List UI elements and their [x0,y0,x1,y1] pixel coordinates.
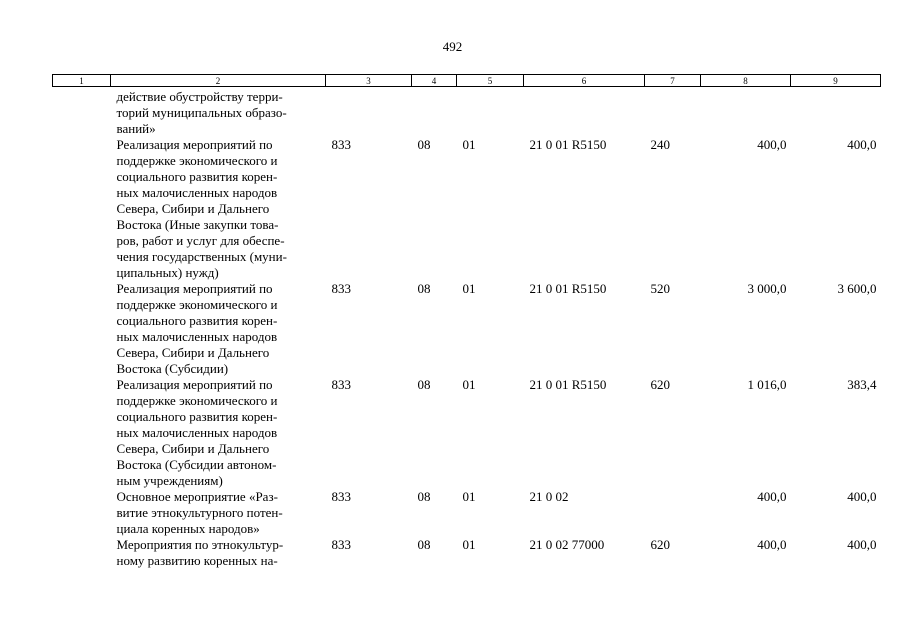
description-line: Востока (Иные закупки това- [116,217,279,232]
cell-index [53,281,111,377]
description-line: ных малочисленных народов [116,185,278,200]
cell-index [53,377,111,489]
cell-gr: 833 [331,137,351,152]
cell-csr: 21 0 01 R5150 [529,281,607,296]
cell-gr: 833 [331,281,351,296]
cell-csr: 21 0 01 R5150 [529,137,607,152]
cell-vr [645,87,701,138]
table-body [53,87,881,570]
description-line: Реализация мероприятий по [116,281,273,296]
cell-sum-2: 400,0 [847,537,877,552]
cell-gr: 833 [331,537,351,552]
cell-sum-1: 400,0 [757,489,787,504]
description-line: ров, работ и услуг для обеспе- [116,233,285,248]
description-line: социального развития корен- [116,169,278,184]
cell-gr [326,87,412,138]
description-line: ным учреждениям) [116,473,223,488]
description-line: поддержке экономического и [116,297,278,312]
cell-description [111,281,326,377]
page-number: 492 [442,39,463,54]
cell-rz: 08 [417,377,431,392]
description-line: Востока (Субсидии автоном- [116,457,277,472]
column-header-6: 6 [524,75,645,87]
cell-gr: 833 [331,489,351,504]
cell-csr: 21 0 02 77000 [529,537,605,552]
cell-csr: 21 0 02 [529,489,569,504]
cell-sum-1 [701,87,791,138]
description-line: ных малочисленных народов [116,329,278,344]
description-line: торий муниципальных образо- [116,105,287,120]
cell-index [53,87,111,138]
description-line: социального развития корен- [116,409,278,424]
cell-sum-2: 3 600,0 [837,281,877,296]
cell-pr [457,87,524,138]
table-row [53,537,881,569]
cell-pr: 01 [462,137,476,152]
cell-description [111,489,326,537]
description-line: Мероприятия по этнокультур- [116,537,284,552]
column-number-header [53,75,881,87]
cell-vr: 520 [650,281,670,296]
cell-index [53,137,111,281]
cell-rz [412,87,457,138]
description-line: поддержке экономического и [116,393,278,408]
column-header-2: 2 [111,75,326,87]
cell-description [111,537,326,569]
description-line: Востока (Субсидии) [116,361,229,376]
cell-description [111,377,326,489]
cell-description [111,137,326,281]
column-header-4: 4 [412,75,457,87]
cell-sum-2: 400,0 [847,489,877,504]
cell-index [53,489,111,537]
cell-pr: 01 [462,489,476,504]
column-header-5: 5 [457,75,524,87]
column-header-8: 8 [701,75,791,87]
cell-sum-2 [791,87,881,138]
cell-pr: 01 [462,537,476,552]
cell-vr: 240 [650,137,670,152]
cell-sum-2: 383,4 [847,377,877,392]
description-line: Основное мероприятие «Раз- [116,489,278,504]
cell-vr [645,489,701,537]
description-line: витие этнокультурного потен- [116,505,283,520]
cell-vr: 620 [650,537,670,552]
cell-pr: 01 [462,377,476,392]
table-row [53,281,881,377]
cell-vr: 620 [650,377,670,392]
table-row [53,377,881,489]
description-line: ному развитию коренных на- [116,553,278,568]
budget-table [52,74,881,569]
cell-rz: 08 [417,281,431,296]
description-line: ваний» [116,121,156,136]
description-line: ципальных) нужд) [116,265,219,280]
column-header-9: 9 [791,75,881,87]
cell-csr: 21 0 01 R5150 [529,377,607,392]
description-line: Севера, Сибири и Дальнего [116,345,270,360]
cell-sum-1: 3 000,0 [747,281,787,296]
description-line: Реализация мероприятий по [116,137,273,152]
column-header-3: 3 [326,75,412,87]
description-line: социального развития корен- [116,313,278,328]
cell-gr: 833 [331,377,351,392]
description-line: ных малочисленных народов [116,425,278,440]
description-line: циала коренных народов» [116,521,260,536]
cell-sum-2: 400,0 [847,137,877,152]
column-header-7: 7 [645,75,701,87]
cell-description [111,87,326,138]
description-line: поддержке экономического и [116,153,278,168]
cell-rz: 08 [417,537,431,552]
description-line: чения государственных (муни- [116,249,287,264]
cell-rz: 08 [417,137,431,152]
cell-rz: 08 [417,489,431,504]
description-line: Реализация мероприятий по [116,377,273,392]
description-line: Севера, Сибири и Дальнего [116,201,270,216]
cell-pr: 01 [462,281,476,296]
cell-sum-1: 1 016,0 [747,377,787,392]
description-line: действие обустройству терри- [116,89,283,104]
cell-sum-1: 400,0 [757,537,787,552]
cell-csr [524,87,645,138]
cell-sum-1: 400,0 [757,137,787,152]
column-header-1: 1 [53,75,111,87]
table-row [53,489,881,537]
table-row [53,137,881,281]
cell-index [53,537,111,569]
description-line: Севера, Сибири и Дальнего [116,441,270,456]
table-row [53,87,881,138]
